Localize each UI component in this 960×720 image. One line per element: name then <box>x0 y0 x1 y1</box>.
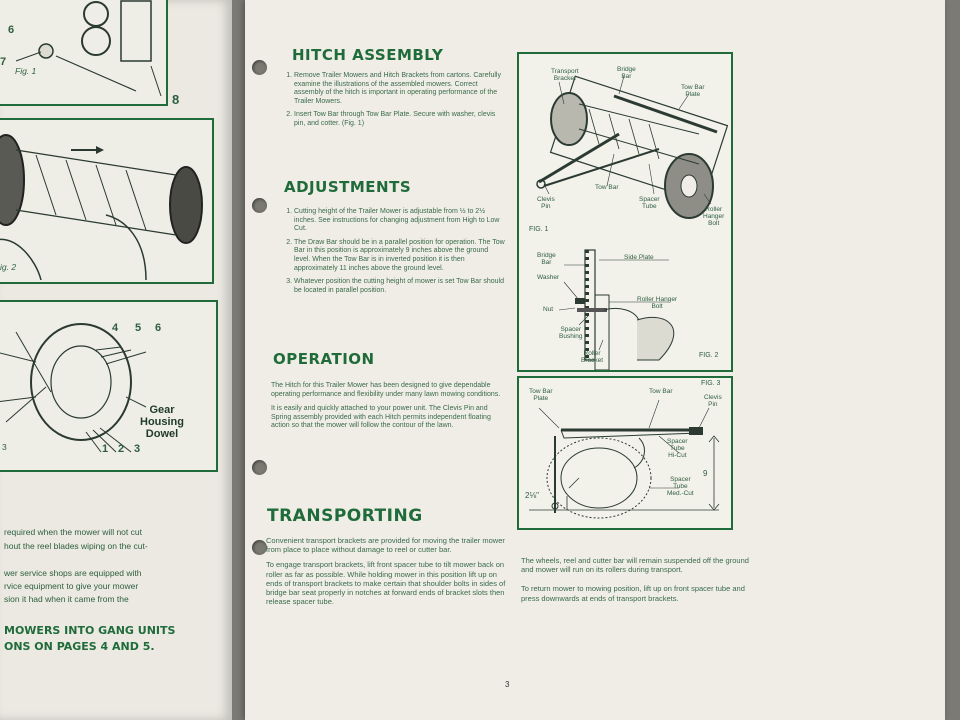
fig1-caption: FIG. 1 <box>529 226 549 233</box>
left-page <box>0 0 232 720</box>
fig3-label-dimension: 2⅛" <box>525 491 539 500</box>
left-text-line-2: hout the reel blades wiping on the cut- <box>4 541 148 551</box>
left-text-line-5: sion it had when it came from the <box>4 594 129 604</box>
punch-hole-3 <box>252 460 267 475</box>
fig3-callout-3: 3 <box>134 443 141 455</box>
transport-right-para-2: To return mower to mowing position, lift up on front spacer tube and press downwards at ends of transport brackets. <box>521 584 745 603</box>
fig3-callout-4: 4 <box>112 322 119 334</box>
fig2-label-washer: Washer <box>537 274 560 281</box>
fig3-label-spacer-tube-hi-cut: Spacer Tube Hi-Cut <box>667 438 688 459</box>
fig3-callout-5: 5 <box>135 322 142 334</box>
fig1-label-tow-bar: Tow Bar <box>595 184 619 191</box>
fig2-label-spacer-bushing: Spacer Bushing <box>559 326 583 340</box>
fig3-caption: 3 <box>2 442 7 452</box>
adjust-item-3: 3. Whatever position the cutting height of mower is set Tow Bar should be located in parallel position. <box>294 278 505 295</box>
left-bold-line-2: ONS ON PAGES 4 AND 5. <box>4 640 155 653</box>
fig1-caption: Fig. 1 <box>15 66 37 76</box>
left-figure-3 <box>0 300 218 472</box>
punch-hole-2 <box>252 198 267 213</box>
adjust-item-2: 2. The Draw Bar should be in a parallel position for operation. The Tow Bar in this position is approximately 9 inches above the ground level. When the Tow Bar is in inverted position it is then approximately 11 inches above the ground level. <box>294 239 505 273</box>
fig2-label-nut: Nut <box>543 306 554 313</box>
fig3-callout-6: 6 <box>155 322 162 334</box>
left-text-line-1: required when the mower will not cut <box>4 527 142 537</box>
fig3-callout-1: 1 <box>102 443 109 455</box>
right-page <box>245 0 945 720</box>
adjustments-title: ADJUSTMENTS <box>284 178 412 196</box>
page-number: 3 <box>505 680 510 689</box>
left-figure-2 <box>0 118 214 284</box>
figure-1 <box>517 52 733 242</box>
punch-hole-4 <box>252 540 267 555</box>
figure-3 <box>517 376 733 530</box>
hitch-assembly-list <box>280 72 502 134</box>
fig2-label-roller-bracket: Roller Bracket <box>581 350 604 364</box>
operation-text <box>271 382 501 437</box>
operation-title: OPERATION <box>273 350 375 368</box>
left-text-line-4: rvice equipment to give your mower <box>4 581 139 591</box>
fig1-label-roller-hanger-bolt: Roller Hanger Bolt <box>703 206 725 227</box>
fig2-caption: ig. 2 <box>0 262 17 272</box>
hitch-assembly-title: HITCH ASSEMBLY <box>292 46 444 64</box>
hitch-item-2: 2. Insert Tow Bar through Tow Bar Plate. Secure with washer, clevis pin, and cotter. (Fig. 1) <box>294 111 502 128</box>
figure-2 <box>517 240 733 372</box>
transporting-text-left <box>266 536 506 612</box>
adjust-item-1: 1. Cutting height of the Trailer Mower is adjustable from ½ to 2½ inches. See instructions for changing adjustment from High to Low Cut. <box>294 208 505 234</box>
fig3-gear-housing-dowel: Gear Housing Dowel <box>140 404 184 440</box>
fig2-label-side-plate: Side Plate <box>624 254 654 261</box>
fig1-label-bridge-bar: Bridge Bar <box>617 66 636 80</box>
fig2-label-bridge-bar: Bridge Bar <box>537 252 556 266</box>
fig3-label-spacer-tube-med-cut: Spacer Tube Med.-Cut <box>667 476 694 497</box>
fig3-callout-2: 2 <box>118 443 125 455</box>
transporting-title: TRANSPORTING <box>267 506 423 526</box>
transporting-text-right <box>521 556 756 609</box>
left-text-line-3: wer service shops are equipped with <box>4 568 142 578</box>
fig1-callout-8: 8 <box>172 92 180 107</box>
fig3-label-tow-bar: Tow Bar <box>649 388 673 395</box>
adjustments-list <box>280 208 505 300</box>
punch-hole-1 <box>252 60 267 75</box>
left-bold-line-1: MOWERS INTO GANG UNITS <box>4 624 176 637</box>
transport-para-1: Convenient transport brackets are provided for moving the trailer mower from place to place without damage to reel or cutter bar. <box>266 536 505 555</box>
fig1-label-spacer-tube: Spacer Tube <box>639 196 660 210</box>
transport-para-2: To engage transport brackets, lift front spacer tube to tilt mower back on roller as far as possible. While holding mower in this position lift up on ends of transport brackets to make certain that shoulder bolts in sides of bridge bar seat properly in notches at forward ends of bracket slots then release spacer tube. <box>266 560 506 607</box>
transport-right-para-1: The wheels, reel and cutter bar will remain suspended off the ground and mower will run on its rollers during transport. <box>521 556 749 575</box>
left-figure-1-drawing <box>0 0 166 104</box>
fig3-label-nine: 9 <box>703 469 708 478</box>
left-figure-1 <box>0 0 168 106</box>
fig3-label-clevis-pin: Clevis Pin <box>704 394 722 408</box>
fig1-label-clevis-pin: Clevis Pin <box>537 196 555 210</box>
fig1-callout-7: 7 <box>0 56 7 68</box>
fig2-caption: FIG. 2 <box>699 352 719 359</box>
left-figure-2-drawing <box>0 120 212 282</box>
fig3-label-tow-bar-plate: Tow Bar Plate <box>529 388 553 402</box>
operation-para-1: The Hitch for this Trailer Mower has been designed to give dependable operating performance and flexibility under many lawn mowing conditions. <box>271 382 501 398</box>
operation-para-2: It is easily and quickly attached to your power unit. The Clevis Pin and Spring assembly provided with each Hitch permits independent floating action so that the mower will follow the contour of the lawn. <box>271 405 491 430</box>
hitch-item-1: 1. Remove Trailer Mowers and Hitch Brackets from cartons. Carefully examine the illustrations of the assembled mowers. Correct assembly of the hitch is important in operating performance of the Trailer Mowers. <box>294 72 502 106</box>
fig1-label-transport-bracket: Transport Bracket <box>551 68 579 82</box>
fig1-callout-6: 6 <box>8 24 15 36</box>
fig2-label-roller-hanger-bolt: Roller Hanger Bolt <box>637 296 678 310</box>
fig1-label-tow-bar-plate: Tow Bar Plate <box>681 84 705 98</box>
fig3-caption: FIG. 3 <box>701 380 721 387</box>
